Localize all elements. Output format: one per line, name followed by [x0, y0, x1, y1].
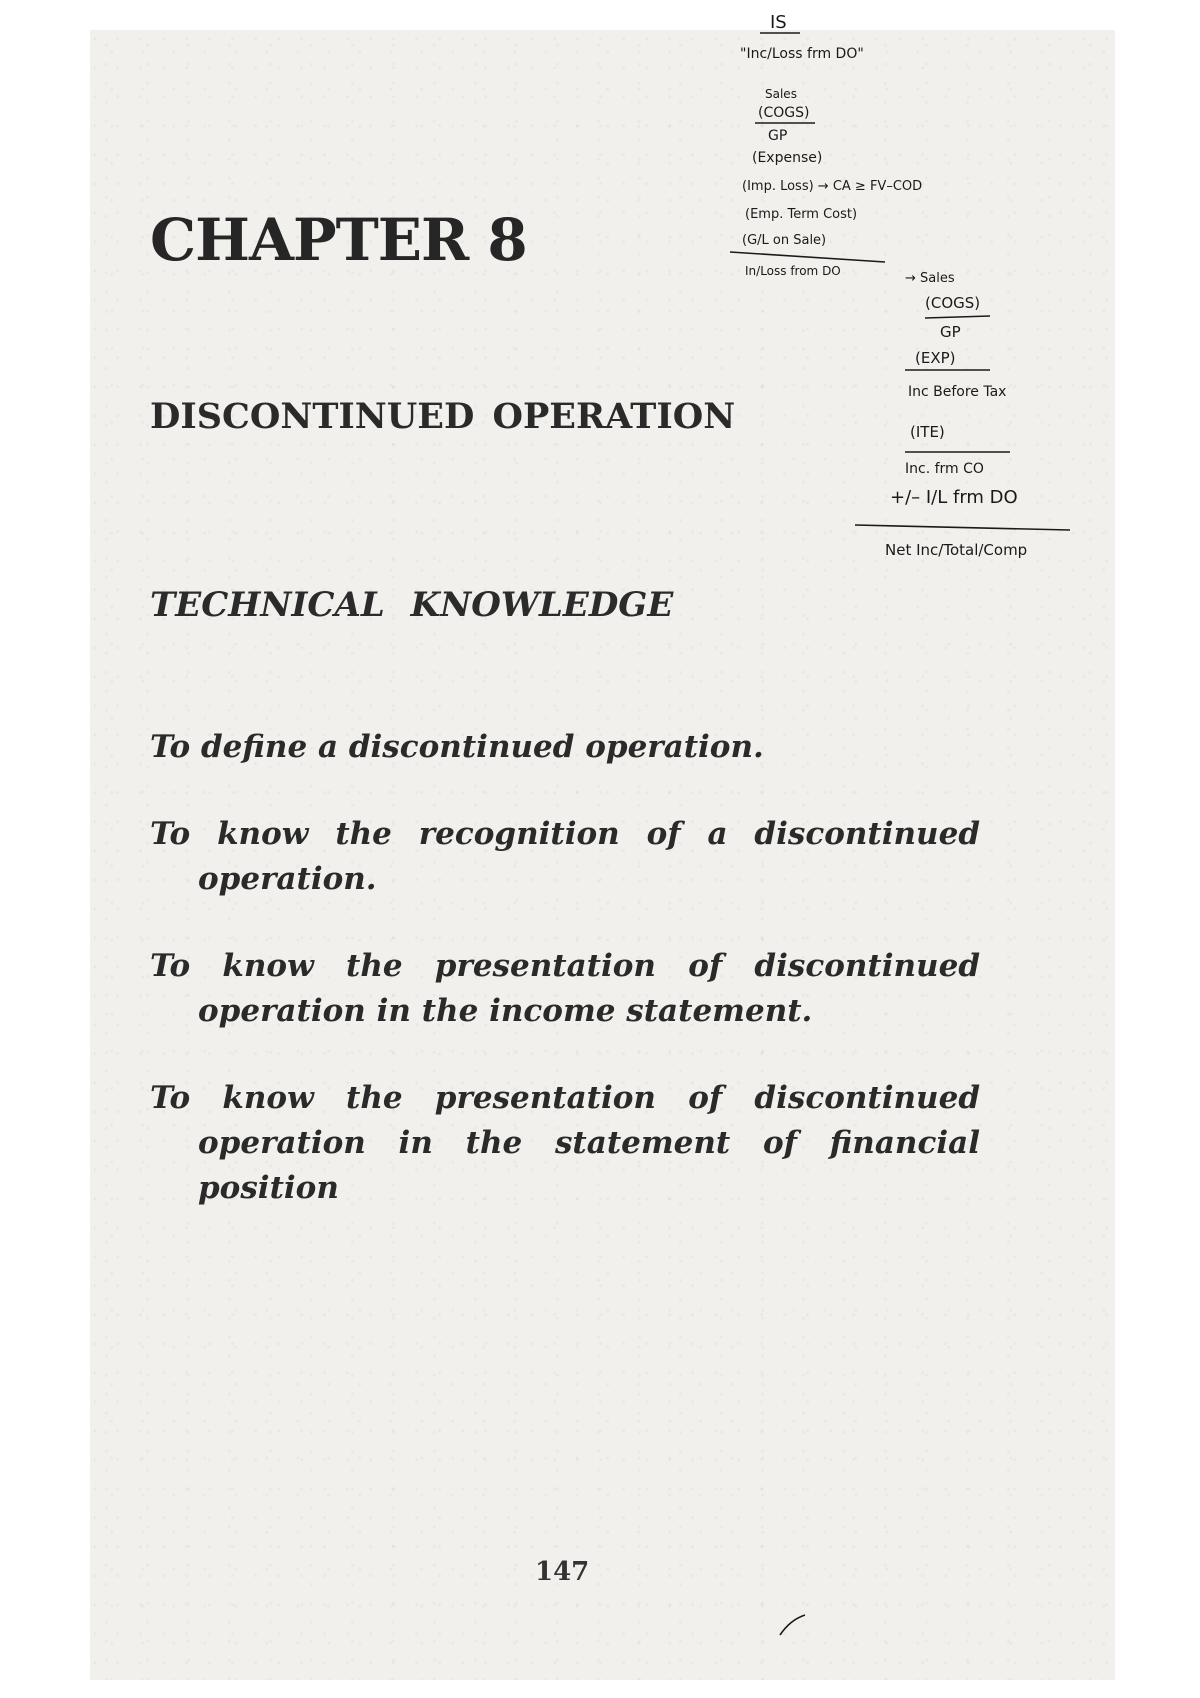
page-number: 147 — [535, 1557, 590, 1587]
note-line: (COGS) — [758, 105, 810, 121]
chapter-subtitle: DISCONTINUED OPERATION — [150, 396, 736, 437]
note-line: (EXP) — [915, 349, 956, 367]
objective-item: To know the presentation of discontinued operation in the income statement. — [150, 948, 980, 1029]
note-header: IS — [770, 12, 787, 33]
chapter-title: CHAPTER 8 — [150, 206, 527, 274]
note-line: GP — [768, 128, 788, 144]
note-line: (ITE) — [910, 423, 945, 441]
note-line: GP — [940, 323, 961, 341]
note-line: → Sales — [905, 271, 955, 286]
note-line: Sales — [765, 87, 797, 101]
note-topic: "Inc/Loss frm DO" — [740, 46, 864, 62]
note-line: Inc. frm CO — [905, 461, 984, 477]
objective-item: To define a discontinued operation. — [150, 729, 764, 765]
objective-item: To know the recognition of a discontinued operation. — [150, 816, 980, 897]
note-line: Net Inc/Total/Comp — [885, 541, 1028, 559]
note-line: +/– I/L frm DO — [890, 487, 1018, 508]
note-line: Inc Before Tax — [908, 384, 1007, 400]
note-line: (COGS) — [925, 294, 981, 312]
note-line: In/Loss from DO — [745, 264, 841, 278]
note-line: (Emp. Term Cost) — [745, 207, 858, 222]
note-line: (Imp. Loss) → CA ≥ FV–COD — [742, 179, 923, 194]
objectives-list — [150, 725, 980, 1253]
note-line: (Expense) — [752, 150, 823, 166]
technical-knowledge-heading: TECHNICAL KNOWLEDGE — [150, 585, 674, 625]
note-line: (G/L on Sale) — [742, 233, 827, 248]
objective-item: To know the presentation of discontinued operation in the statement of financial position — [150, 1080, 980, 1206]
